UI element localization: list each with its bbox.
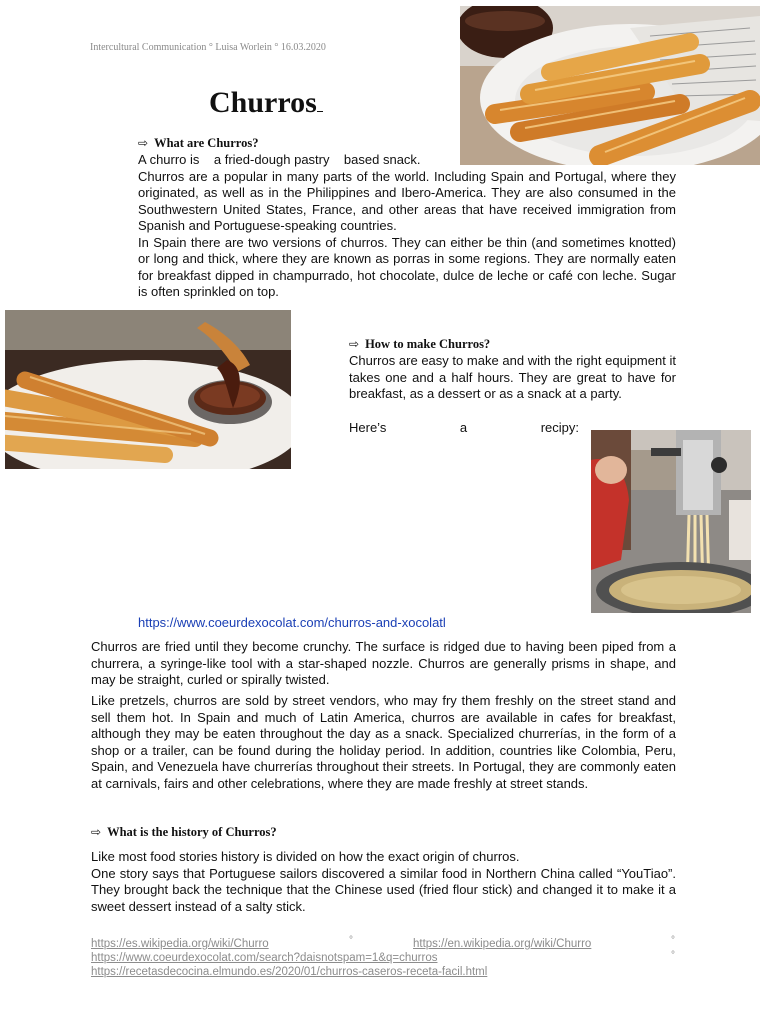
churros-chocolate-image	[5, 310, 291, 469]
separator-ring-1: °	[349, 935, 353, 946]
churros-plate-image	[460, 6, 760, 165]
how-text: Churros are easy to make and with the right equipment it takes one and a half hours. They are great to have for breakfast, as a dessert or as a snack at a party.	[349, 353, 676, 401]
pretzels-section	[91, 693, 676, 792]
reference-link-4[interactable]: https://recetasdecocina.elmundo.es/2020/01/churros-caseros-receta-facil.html	[91, 966, 488, 978]
recipe-word-3: recipy:	[540, 420, 579, 435]
what-heading-text: What are Churros?	[154, 136, 259, 150]
history-body	[91, 849, 676, 915]
fried-section	[91, 639, 676, 689]
fried-text: Churros are fried until they become crunchy. The surface is ridged due to having been piped from a churrera, a syringe-like tool with a star-shaped nozzle. Churros are generally prisms in shape, and may be straight, curled or spirally twisted.	[91, 639, 676, 687]
recipe-word-1: Here’s	[349, 420, 387, 435]
page-title	[209, 86, 323, 120]
what-line-3: In Spain there are two versions of churros. They can either be thin (and sometimes knotted) or long and thick, where they are known as porras in some regions. They are normally eaten for breakfast dipped in champurrado, hot chocolate, dulce de leche or café con leche. Sugar is often sprinkled on top.	[138, 234, 676, 299]
recipe-link[interactable]: https://www.coeurdexocolat.com/churros-and-xocolatl	[138, 615, 446, 630]
history-line-1: Like most food stories history is divided on how the exact origin of churros.	[91, 849, 520, 864]
recipe-line	[349, 420, 579, 435]
arrow-right-icon: ⇨	[138, 136, 149, 150]
how-body	[349, 353, 676, 403]
what-line-2: Churros are a popular in many parts of the world. Including Spain and Portugal, where they originated, as well as in the Philippines and Ibero-America. They are also consumed in the Southwestern United States, France, and other areas that have received immigration from Spanish and Portuguese-speaking countries.	[138, 168, 676, 233]
pretzels-text: Like pretzels, churros are sold by street vendors, who may fry them freshly on the street stand and sell them hot. In Spain and much of Latin America, churros are available in cafes for breakfast, although they may be eaten throughout the day as a snack. Specialized churrerías, in the form of a shop or a trailer, can be found during the holiday period. In addition, countries like Colombia, Peru, Spain, and Venezuela have churrerías throughout their streets. In Portugal, they are commonly eaten at carnivals, fairs and other celebrations, where they are made freshly at street stands.	[91, 693, 676, 791]
history-heading	[91, 825, 277, 840]
what-line-1: A churro is a fried-dough pastry based snack.	[138, 152, 421, 167]
arrow-right-icon: ⇨	[349, 337, 360, 351]
page-title-text: Churros	[209, 86, 317, 119]
history-heading-text: What is the history of Churros?	[107, 825, 277, 839]
recipe-word-2: a	[459, 420, 468, 435]
churro-machine-image	[591, 430, 751, 613]
reference-link-1[interactable]: https://es.wikipedia.org/wiki/Churro	[91, 938, 269, 950]
reference-link-2[interactable]: https://en.wikipedia.org/wiki/Churro	[413, 938, 592, 950]
how-heading-text: How to make Churros?	[365, 337, 491, 351]
arrow-right-icon: ⇨	[91, 825, 102, 839]
how-heading	[349, 337, 490, 352]
separator-ring-3: °	[671, 950, 675, 961]
what-heading	[138, 136, 258, 151]
separator-ring-2: °	[671, 935, 675, 946]
title-underline	[317, 87, 323, 112]
document-header: Intercultural Communication ° Luisa Worlein ° 16.03.2020	[90, 42, 326, 53]
reference-link-3[interactable]: https://www.coeurdexocolat.com/search?daisnotspam=1&q=churros	[91, 952, 438, 964]
what-body	[138, 152, 676, 301]
history-line-2: One story says that Portuguese sailors discovered a similar food in Northern China called “YouTiao”. They brought back the technique that the Chinese used (fried flour stick) and changed it to make it a sweet dessert instead of a salty stick.	[91, 865, 676, 914]
